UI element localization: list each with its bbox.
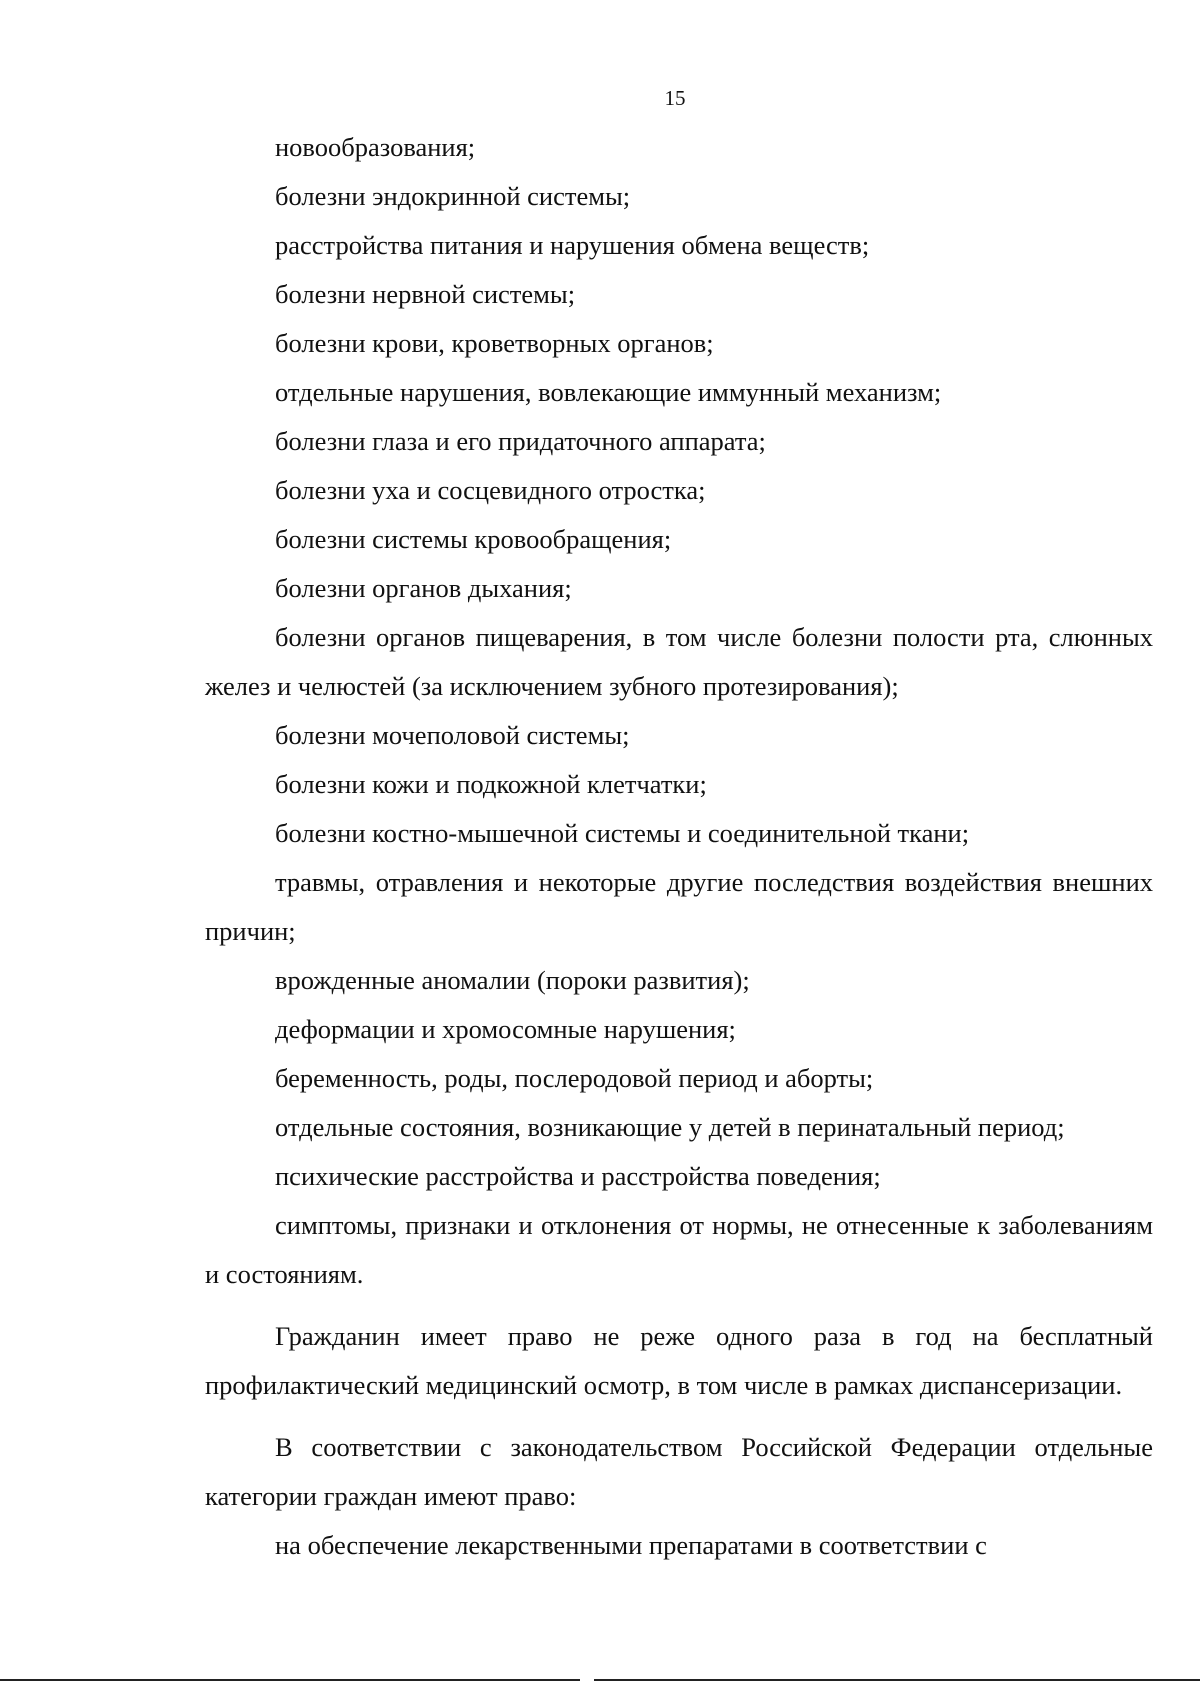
document-body [205, 123, 1153, 1570]
body-paragraph: В соответствии с законодательством Российской Федерации отдельные категории граждан имеют право: [205, 1432, 1153, 1511]
footer-divider [0, 1679, 1200, 1681]
page-number: 15 [664, 86, 686, 110]
list-item: новообразования; [275, 132, 476, 162]
list-item: болезни костно-мышечной системы и соединительной ткани; [275, 818, 970, 848]
list-item: симптомы, признаки и отклонения от нормы, не отнесенные к заболеваниям и состояниям. [205, 1210, 1153, 1289]
list-item: болезни нервной системы; [275, 279, 576, 309]
list-item: расстройства питания и нарушения обмена веществ; [275, 230, 870, 260]
list-item: болезни органов дыхания; [275, 573, 572, 603]
list-item: деформации и хромосомные нарушения; [275, 1014, 736, 1044]
list-item: болезни кожи и подкожной клетчатки; [275, 769, 707, 799]
list-item: болезни эндокринной системы; [275, 181, 631, 211]
list-item: травмы, отравления и некоторые другие последствия воздействия внешних причин; [205, 867, 1153, 946]
list-item: отдельные нарушения, вовлекающие иммунный механизм; [275, 377, 942, 407]
list-item: беременность, роды, послеродовой период и аборты; [275, 1063, 874, 1093]
list-item: врожденные аномалии (пороки развития); [275, 965, 750, 995]
list-item: болезни глаза и его придаточного аппарата; [275, 426, 766, 456]
list-item: болезни органов пищеварения, в том числе болезни полости рта, слюнных желез и челюстей (за исключением зубного протезирования); [205, 622, 1153, 701]
list-item: болезни уха и сосцевидного отростка; [275, 475, 706, 505]
body-paragraph: Гражданин имеет право не реже одного раза в год на бесплатный профилактический медицинский осмотр, в том числе в рамках диспансеризации. [205, 1321, 1153, 1400]
list-item: психические расстройства и расстройства поведения; [275, 1161, 881, 1191]
body-paragraph: на обеспечение лекарственными препаратами в соответствии с [275, 1530, 987, 1560]
list-item: болезни системы кровообращения; [275, 524, 672, 554]
list-item: отдельные состояния, возникающие у детей в перинатальный период; [275, 1112, 1065, 1142]
list-item: болезни мочеполовой системы; [275, 720, 630, 750]
list-item: болезни крови, кроветворных органов; [275, 328, 714, 358]
footer-divider-gap [580, 1678, 594, 1682]
